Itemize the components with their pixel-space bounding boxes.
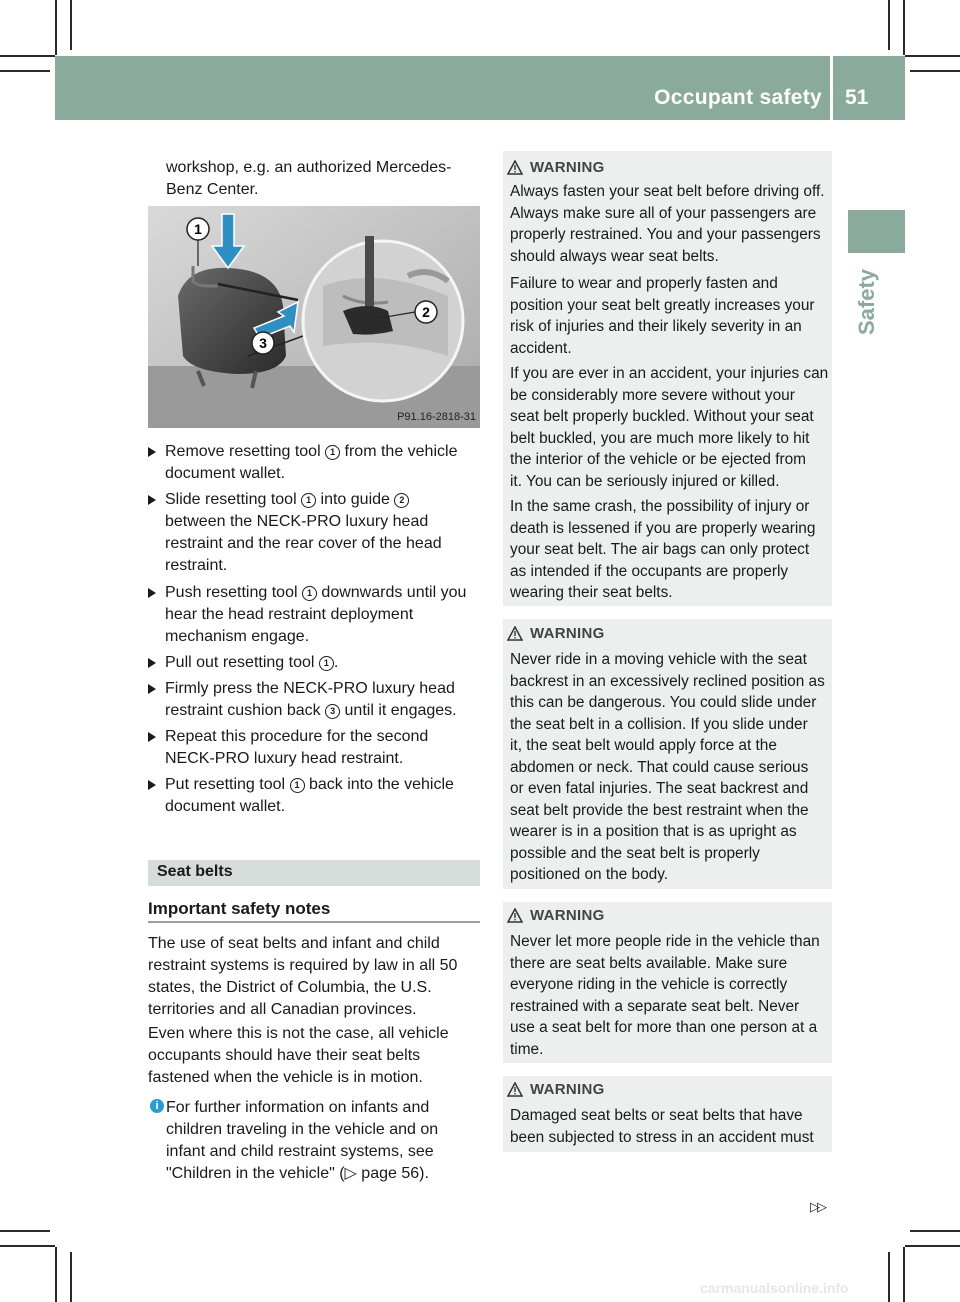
step-arrow-icon [148, 495, 156, 505]
crop-mark [70, 1252, 72, 1302]
callout-ref: 1 [325, 445, 340, 460]
crop-mark [70, 0, 72, 50]
crop-mark [905, 1245, 960, 1247]
intro-line: Benz Center. [166, 181, 259, 198]
crop-mark [0, 55, 55, 57]
instruction-step: Put resetting tool 1 back into the vehicle document wallet. [148, 774, 482, 818]
callout-ref: 3 [325, 704, 340, 719]
warning-title: WARNING [530, 907, 605, 924]
step-arrow-icon [148, 588, 156, 598]
step-arrow-icon [148, 684, 156, 694]
warning-triangle-icon [507, 160, 523, 175]
watermark: carmanualsonline.info [700, 1280, 849, 1296]
step-arrow-icon [148, 780, 156, 790]
body-paragraph: The use of seat belts and infant and child restraint systems is required by law in all 50 states, the District of Columbia, the U.S. territories and all Canadian provinces. [148, 935, 458, 1018]
body-paragraph: Even where this is not the case, all vehicle occupants should have their seat belts fastened when the vehicle is in motion. [148, 1025, 449, 1086]
warning-paragraph: Always fasten your seat belt before driving off. Always make sure all of your passengers are properly restrained. You and your passengers should always wear seat belts. [510, 183, 825, 265]
callout-ref: 2 [394, 493, 409, 508]
crop-mark [55, 1247, 57, 1302]
step-arrow-icon [148, 447, 156, 457]
instruction-step: Pull out resetting tool 1 . [148, 652, 482, 674]
page-title: Occupant safety [654, 86, 822, 109]
instruction-step: Push resetting tool 1 downwards until you hear the head restraint deployment mechanism engage. [148, 582, 482, 648]
callout-ref: 1 [301, 493, 316, 508]
headrest-figure [148, 206, 480, 428]
crop-mark [0, 1230, 50, 1232]
warning-title: WARNING [530, 159, 605, 176]
figure-reference: P91.16-2818-31 [397, 411, 476, 423]
crop-mark [888, 1252, 890, 1302]
warning-triangle-icon [507, 1082, 523, 1097]
warning-triangle-icon [507, 908, 523, 923]
subsection-divider [148, 921, 480, 923]
step-arrow-icon [148, 658, 156, 668]
side-tab-marker [848, 210, 905, 253]
page-number: 51 [845, 86, 869, 109]
step-arrow-icon [148, 732, 156, 742]
warning-paragraph: Failure to wear and properly fasten and position your seat belt greatly increases your risk of injuries and their likely severity in an accident. [510, 275, 815, 357]
crop-mark [903, 0, 905, 55]
subsection-title: Important safety notes [148, 899, 331, 918]
warning-title: WARNING [530, 625, 605, 642]
continue-marker-icon: ▷▷ [810, 1199, 824, 1214]
instruction-step: Slide resetting tool 1 into guide 2 between the NECK-PRO luxury head restraint and the rear cover of the head restraint. [148, 489, 482, 577]
instruction-step: Firmly press the NECK-PRO luxury head restraint cushion back 3 until it engages. [148, 678, 482, 722]
crop-mark [910, 70, 960, 72]
headrest-illustration [148, 206, 480, 428]
warning-title: WARNING [530, 1081, 605, 1098]
header-divider [830, 56, 833, 120]
crop-mark [905, 55, 960, 57]
callout-ref: 1 [319, 656, 334, 671]
intro-line: workshop, e.g. an authorized Mercedes- [166, 159, 452, 176]
side-tab-label: Safety [854, 268, 879, 335]
warning-triangle-icon [507, 626, 523, 641]
warning-paragraph: Never ride in a moving vehicle with the seat backrest in an excessively reclined position as this can be dangerous. You could slide under the seat belt in a collision. If you slide under it, the seat belt would apply force at the abdomen or neck. That could cause serious or even fatal injuries. The seat backrest and seat belt provide the best restraint when the wearer is in a position that is as upright as possible and the seat belt is properly positioned on the body. [510, 651, 825, 883]
callout-1: 1 [194, 221, 202, 237]
crop-mark [903, 1247, 905, 1302]
callout-ref: 1 [290, 778, 305, 793]
crop-mark [0, 1245, 55, 1247]
callout-2: 2 [422, 304, 430, 320]
crop-mark [55, 0, 57, 55]
crop-mark [910, 1230, 960, 1232]
callout-ref: 1 [302, 586, 317, 601]
instruction-step: Remove resetting tool 1 from the vehicle document wallet. [148, 441, 482, 485]
warning-paragraph: Never let more people ride in the vehicle than there are seat belts available. Make sure everyone riding in the vehicle is correctly restrained with a separate seat belt. Never use a seat belt for more than one person at a time. [510, 933, 820, 1058]
warning-paragraph: If you are ever in an accident, your injuries can be considerably more severe without your seat belt properly buckled. Without your seat belt buckled, you are much more likely to hit the interior of the vehicle or be ejected from it. You can be seriously injured or killed. [510, 365, 829, 490]
warning-paragraph: In the same crash, the possibility of injury or death is lessened if you are properly wearing your seat belt. The air bags can only protect as intended if the occupants are properly wearing their seat belts. [510, 498, 816, 601]
section-title: Seat belts [157, 863, 233, 880]
crop-mark [888, 0, 890, 50]
crop-mark [0, 70, 50, 72]
info-note: For further information on infants and children traveling in the vehicle and on infant and child restraint systems, see "Children in the vehicle" (▷ page 56). [166, 1099, 439, 1182]
callout-3: 3 [259, 335, 267, 351]
warning-paragraph: Damaged seat belts or seat belts that have been subjected to stress in an accident must [510, 1107, 814, 1146]
info-icon: i [150, 1099, 164, 1113]
instruction-step: Repeat this procedure for the second NECK-PRO luxury head restraint. [148, 726, 482, 770]
